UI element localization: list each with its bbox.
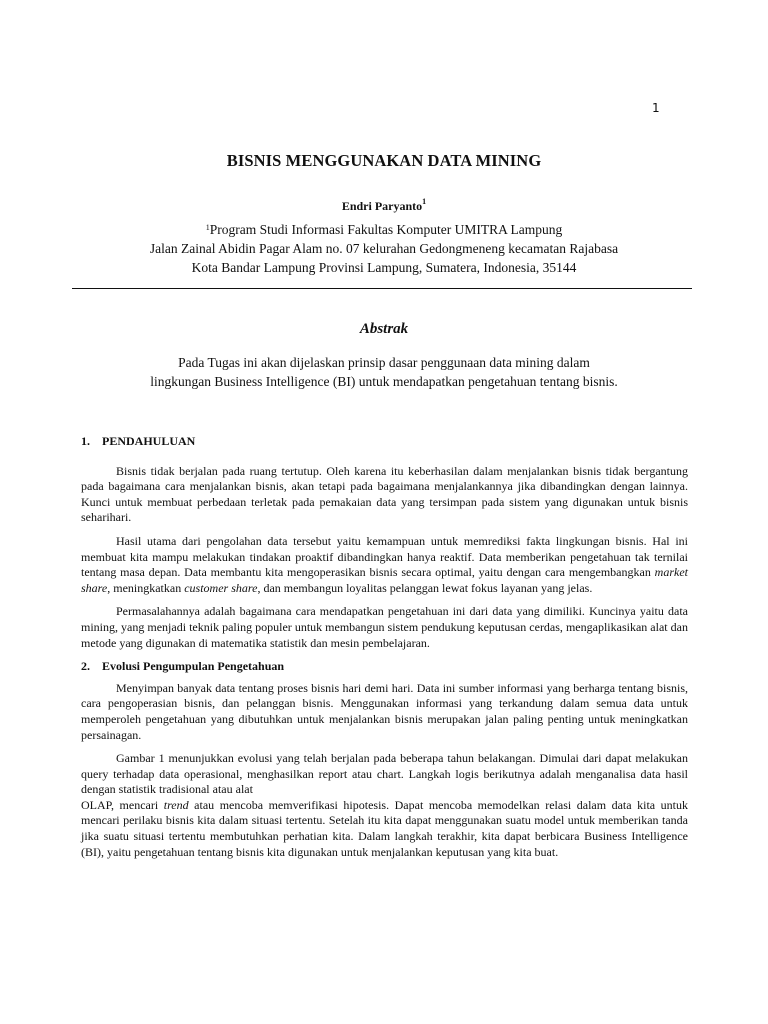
- affiliation-line-2: Jalan Zainal Abidin Pagar Alam no. 07 kelurahan Gedongmeneng kecamatan Rajabasa: [149, 241, 619, 256]
- s2p2-text-a: OLAP, mencari: [81, 797, 164, 812]
- s1p2-text-a: Hasil utama dari pengolahan data tersebut yaitu kemampuan untuk memrediksi fakta lingkungan bisnis. Hal ini membuat kita mampu melakukan tindakan proaktif dibandingkan hanya reaktif. Data memberikan pengetahuan tak ternilai tentang masa depan. Data membantu kita mengoperasikan bisnis secara optimal, yaitu dengan cara mengembangkan: [81, 533, 688, 580]
- abstract-heading: Abstrak: [359, 321, 409, 337]
- section-2-paragraph-1: Menyimpan banyak data tentang proses bisnis hari demi hari. Data ini sumber informasi yang berharga tentang bisnis, cara pengoperasian bisnis, dan pelanggan bisnis. Menggunakan informasi yang terkandung dalam semua data untuk memperoleh pengetahuan yang dibutuhkan untuk menjalankan bisnis merupakan jalan paling penting untuk meningkatkan persainagan.: [81, 680, 688, 742]
- affiliation-superscript: 1: [205, 223, 210, 232]
- section-1-paragraph-2: [81, 534, 688, 596]
- affiliation-text-1: Program Studi Informasi Fakultas Komputer UMITRA Lampung: [209, 222, 563, 237]
- s1p2-text-c: , dan membangun loyalitas pelanggan lewat fokus layanan yang jelas.: [257, 580, 593, 595]
- abstract-text: [96, 353, 672, 391]
- s2p2-text-b: atau mencoba memverifikasi hipotesis. Dapat mencoba memodelkan relasi dalam data kita untuk mencari perilaku bisnis kita dalam situasi tertentu. Setelah itu kita dapat menggunakan suatu model untuk memberikan tanda jika suatu situasi tertentu membutuhkan perhatian kita. Dalam langkah terakhir, kita dapat berbicara Business Intelligence (BI), yaitu pengetahuan tentang bisnis kita digunakan untuk menjalankan keputusan yang kita buat.: [81, 797, 689, 859]
- author-name: Endri Paryanto: [341, 199, 423, 213]
- abstract-line-2: lingkungan Business Intelligence (BI) untuk mendapatkan pengetahuan tentang bisnis.: [150, 374, 618, 389]
- affiliation-line-1: [0, 220, 768, 239]
- paper-title: BISNIS MENGGUNAKAN DATA MINING: [226, 151, 542, 170]
- abstract-line-1: Pada Tugas ini akan dijelaskan prinsip dasar penggunaan data mining dalam: [178, 355, 590, 370]
- section-2-paragraph-2: Gambar 1 menunjukkan evolusi yang telah berjalan pada beberapa tahun belakangan. Dimulai dari dapat melakukan query terhadap data operasional, menghasilkan report atau chart. Langkah logis berikutnya adalah menganalisa data hasil dengan statistik tradisional atau alat: [81, 751, 688, 797]
- section-1-paragraph-3: Permasalahannya adalah bagaimana cara mendapatkan pengetahuan ini dari data yang dimiliki. Kuncinya yaitu data mining, yang menjadi teknik paling populer untuk membangun sistem pendukung keputusan cerdas, mengaplikasikan alat dan metode yang digunakan di matematika statistik dan mesin pembelajaran.: [81, 604, 688, 650]
- section-1-heading: 1. PENDAHULUAN: [81, 434, 196, 448]
- s1p2-term-customer-share: customer share: [184, 580, 258, 595]
- body-text: [81, 434, 688, 868]
- horizontal-divider: [72, 288, 692, 289]
- affiliation-block: [0, 220, 768, 277]
- page-number: 1: [652, 101, 660, 115]
- affiliation-line-3: Kota Bandar Lampung Provinsi Lampung, Sumatera, Indonesia, 35144: [191, 260, 577, 275]
- s2p2-term-trend: trend: [163, 797, 189, 812]
- section-2-heading: 2. Evolusi Pengumpulan Pengetahuan: [81, 659, 285, 674]
- section-1-paragraph-1: Bisnis tidak berjalan pada ruang tertutup. Oleh karena itu keberhasilan dalam menjalankan bisnis tidak bergantung pada bagaimana cara menjalankan bisnis, akan tetapi pada bagaimana menjalankannya jika dibandingkan dengan lainnya. Kunci untuk membuat perbedaan terletak pada pemakaian data yang tersimpan pada sistem yang digunakan untuk bisnis seharihari.: [81, 463, 688, 525]
- section-2-paragraph-2-cont: [81, 798, 688, 860]
- author-superscript: 1: [422, 197, 427, 206]
- s1p2-term-market-share: market share: [81, 565, 688, 595]
- s1p2-text-b: , meningkatkan: [107, 580, 185, 595]
- author-line: [0, 199, 768, 214]
